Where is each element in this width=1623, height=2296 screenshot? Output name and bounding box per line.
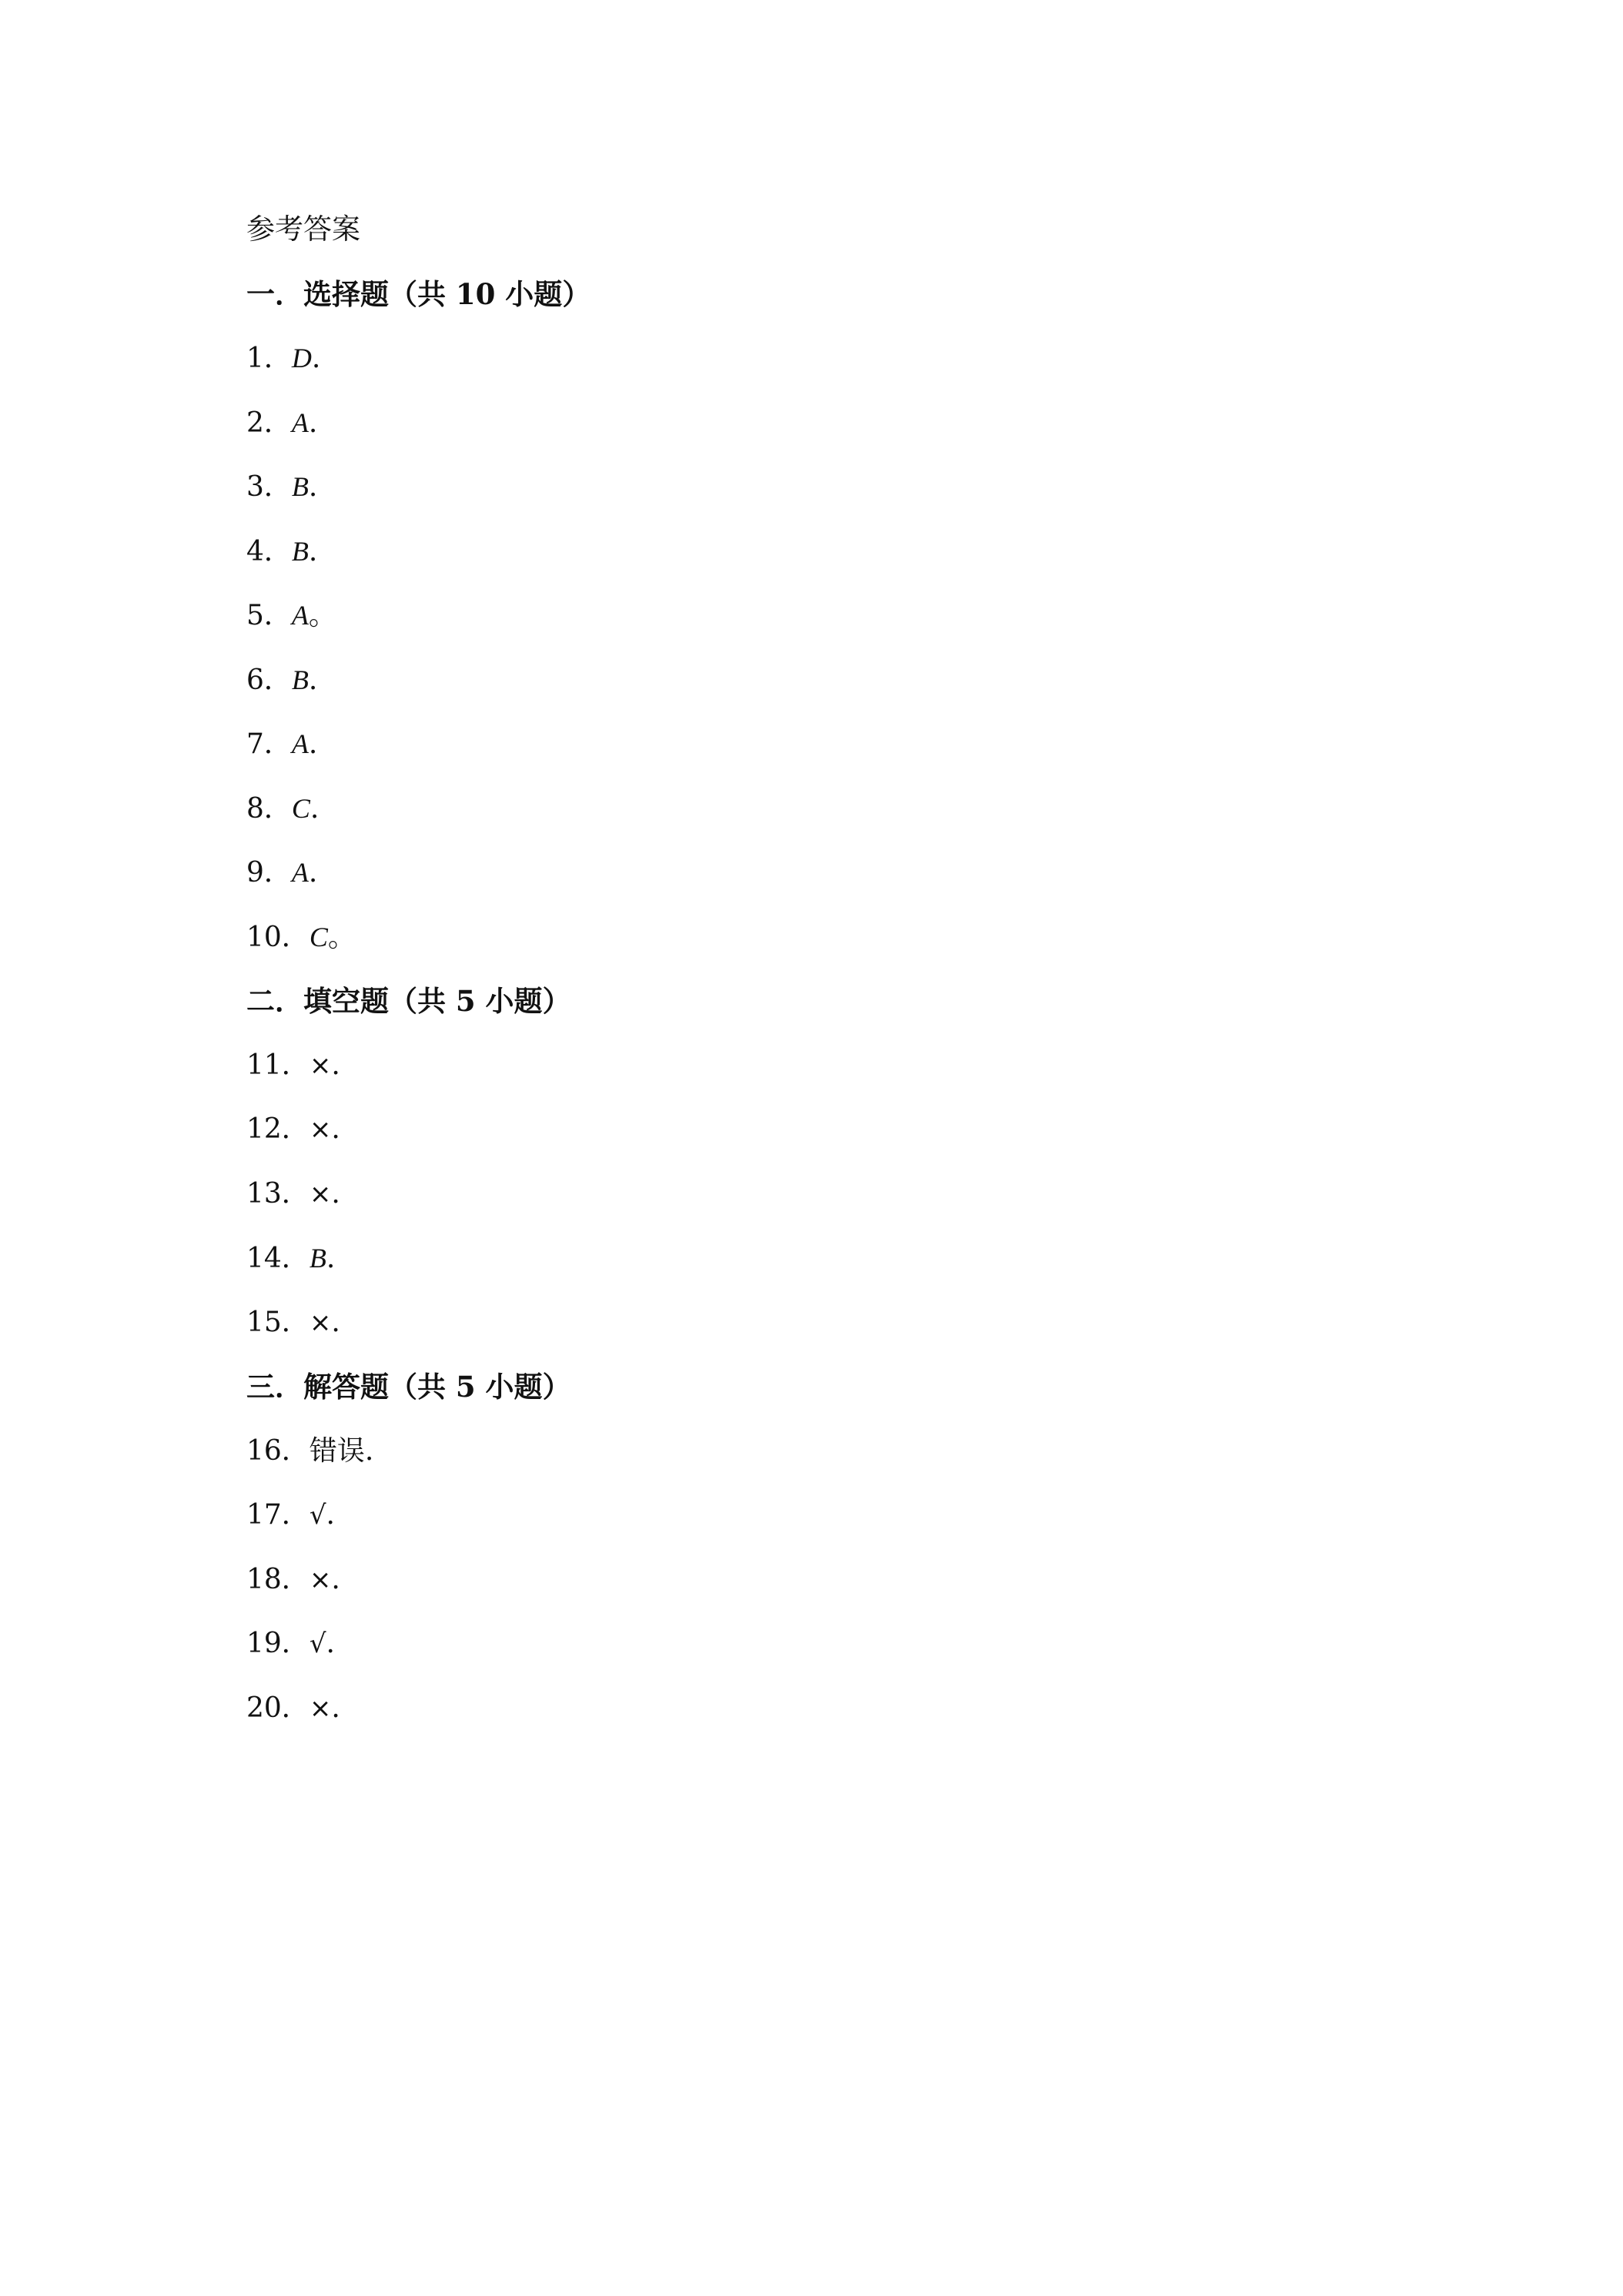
item-end: 。 [327,921,356,953]
item-number: 7． [246,728,292,760]
item-number: 2． [246,407,292,439]
item-number: 4． [246,535,292,567]
answer-item [246,722,1401,787]
answer-item [246,1558,1401,1623]
item-number: 1． [246,343,292,374]
item-answer: × [309,1692,332,1724]
item-answer: × [309,1049,332,1081]
item-end: . [364,1434,374,1467]
answer-item [246,401,1401,466]
item-number: 6． [246,664,292,696]
item-number: 8． [246,792,292,825]
section-heading-short-answer: 三．解答题（共 5 小题） [246,1370,571,1404]
item-number: 9． [246,857,292,889]
item-number: 18． [246,1563,310,1595]
item-answer: A [291,857,309,888]
item-answer: × [309,1114,332,1145]
item-number: 12． [246,1113,310,1145]
item-number: 19． [246,1628,310,1659]
item-answer: B [291,471,309,502]
item-end: . [331,1177,340,1210]
answer-item [246,1044,1401,1109]
item-end: . [331,1306,340,1338]
section-heading-fill-in-blank: 二．填空题（共 5 小题） [246,984,571,1018]
item-answer: A [291,728,309,759]
item-answer: 错误 [309,1434,365,1467]
item-end: . [331,1563,340,1595]
item-number: 10． [246,921,310,953]
item-end: . [308,857,318,889]
item-answer: C [309,921,328,952]
item-number: 15． [246,1306,310,1338]
item-end: . [308,664,318,696]
item-number: 3． [246,471,292,503]
answer-item [246,658,1401,723]
item-answer: √ [309,1628,326,1659]
item-number: 14． [246,1243,310,1274]
answer-item [246,1301,1401,1366]
item-end: . [310,792,320,825]
item-end: 。 [308,600,336,631]
section-heading-multiple-choice: 一．选择题（共 10 小题） [246,276,591,311]
item-answer: A [291,407,309,438]
answer-item [246,915,1401,980]
item-number: 20． [246,1692,310,1724]
item-answer: √ [309,1500,326,1531]
item-answer: D [291,343,312,373]
item-number: 17． [246,1499,310,1531]
answer-item [246,594,1401,658]
item-answer: × [309,1178,332,1210]
answer-item [246,1173,1401,1237]
answer-item [246,530,1401,594]
item-answer: B [291,664,309,695]
item-end: . [308,728,318,760]
document-title: 参考答案 [246,213,360,246]
item-end: . [326,1628,335,1659]
item-answer: B [309,1243,326,1274]
item-end: . [331,1049,340,1081]
item-end: . [308,407,318,439]
answer-item [246,1108,1401,1173]
item-end: . [331,1113,340,1145]
item-end: . [331,1692,340,1724]
item-answer: C [291,792,310,824]
item-end: . [326,1499,335,1531]
item-end: . [308,471,318,503]
item-number: 5． [246,600,292,631]
item-number: 11． [246,1049,310,1081]
answer-item [246,1494,1401,1558]
answer-item [246,465,1401,530]
item-answer: B [291,535,309,567]
item-end: . [308,535,318,567]
item-answer: A [291,600,309,631]
answer-item [246,851,1401,915]
item-number: 16． [246,1434,310,1467]
item-number: 13． [246,1177,310,1210]
answer-item [246,336,1401,401]
answer-item [246,1430,1401,1494]
answer-key-content [246,208,1401,1751]
answer-item [246,1622,1401,1687]
item-answer: × [309,1307,332,1338]
answer-item [246,1687,1401,1752]
item-end: . [311,343,321,374]
answer-item [246,1237,1401,1301]
answer-item [246,787,1401,852]
item-answer: × [309,1564,332,1595]
item-end: . [326,1243,336,1274]
